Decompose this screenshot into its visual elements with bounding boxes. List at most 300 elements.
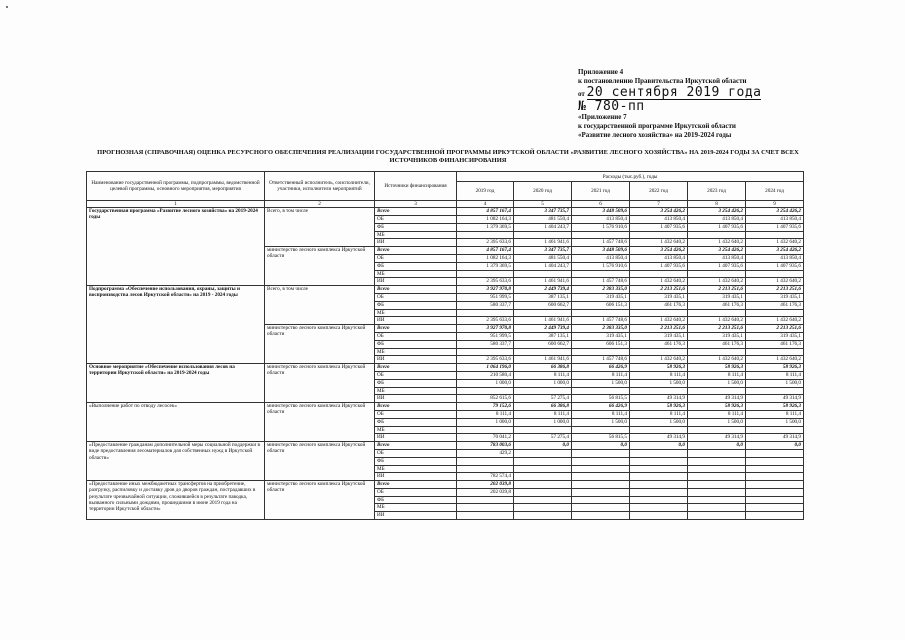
expense-value: 1 500,0 — [572, 418, 630, 426]
expense-value — [514, 473, 572, 481]
expense-value — [457, 309, 514, 317]
executor-cell: Всего, в том числе — [265, 286, 375, 325]
expense-value: 202 039,8 — [457, 488, 514, 496]
resolution-date: 20 сентября 2019 года — [586, 85, 762, 100]
expense-value: 2 395 633,6 — [457, 278, 514, 286]
expense-value: 8 111,4 — [514, 410, 572, 418]
expense-value — [630, 270, 688, 278]
table-row — [87, 403, 804, 411]
column-number: 2 — [265, 201, 375, 208]
funding-source: ФБ — [375, 457, 457, 465]
header-year: 2019 год — [457, 182, 514, 201]
expense-value — [688, 270, 746, 278]
funding-source: МБ — [375, 348, 457, 356]
appendix-header — [578, 68, 898, 140]
expense-value — [688, 473, 746, 481]
expense-value: 3 448 509,6 — [572, 247, 630, 255]
expense-value — [746, 270, 804, 278]
expense-value: 0,0 — [746, 442, 804, 450]
funding-source: МБ — [375, 231, 457, 239]
expense-value: 57 275,4 — [514, 395, 572, 403]
expense-value: 580 337,7 — [457, 340, 514, 348]
funding-source: Всего — [375, 208, 457, 216]
expense-value: 1 432 640,2 — [688, 356, 746, 364]
expense-value: 413 850,4 — [630, 216, 688, 224]
expense-value: 8 111,4 — [746, 371, 804, 379]
expense-value: 1 404 243,7 — [514, 262, 572, 270]
expense-value — [457, 426, 514, 434]
expense-value — [688, 309, 746, 317]
funding-source: ИИ — [375, 473, 457, 481]
table-row — [87, 364, 804, 372]
scan-speck — [6, 6, 8, 8]
expense-value — [514, 512, 572, 520]
table-row — [87, 286, 804, 294]
funding-source: МБ — [375, 426, 457, 434]
expense-value — [630, 426, 688, 434]
expense-value: 413 850,4 — [688, 216, 746, 224]
expense-value — [514, 348, 572, 356]
expense-value: 1 461 941,6 — [514, 317, 572, 325]
expense-value — [572, 481, 630, 489]
expense-value: 57 275,4 — [514, 434, 572, 442]
expense-value: 1 457 748,6 — [572, 356, 630, 364]
expense-value — [514, 465, 572, 473]
funding-table — [86, 171, 804, 520]
header-year: 2020 год — [514, 182, 572, 201]
funding-source: ФБ — [375, 496, 457, 504]
expense-value: 429,2 — [457, 449, 514, 457]
expense-value: 1 457 748,6 — [572, 239, 630, 247]
expense-value: 1 432 640,2 — [746, 356, 804, 364]
expense-value: 8 111,4 — [688, 371, 746, 379]
column-number: 1 — [87, 201, 265, 208]
table-row — [87, 481, 804, 489]
expense-value: 461 176,3 — [746, 301, 804, 309]
program-item-name: Государственная программа «Развитие лесного хозяйства» на 2019-2024 годы — [87, 208, 265, 286]
expense-value — [514, 270, 572, 278]
expense-value — [514, 481, 572, 489]
expense-value: 461 176,3 — [688, 340, 746, 348]
header-year: 2023 год — [688, 182, 746, 201]
expense-value: 413 850,4 — [688, 254, 746, 262]
column-number: 4 — [457, 201, 514, 208]
funding-table-wrap — [86, 171, 803, 520]
expense-value — [514, 488, 572, 496]
expense-value — [688, 496, 746, 504]
expense-value: 49 314,9 — [688, 395, 746, 403]
expense-value: 461 176,3 — [746, 340, 804, 348]
expense-value: 49 314,9 — [630, 395, 688, 403]
funding-source: ИИ — [375, 395, 457, 403]
expense-value — [630, 473, 688, 481]
expense-value — [746, 488, 804, 496]
resolution-reference: к постановлению Правительства Иркутской области — [578, 77, 747, 85]
expense-value: 3 254 426,2 — [746, 247, 804, 255]
expense-value: 461 176,3 — [630, 301, 688, 309]
expense-value — [688, 465, 746, 473]
expense-value: 1 457 748,6 — [572, 278, 630, 286]
expense-value: 3 448 509,6 — [572, 208, 630, 216]
funding-source: ФБ — [375, 379, 457, 387]
expense-value: 1 000,0 — [457, 418, 514, 426]
expense-value: 1 432 640,2 — [688, 278, 746, 286]
expense-value: 210 580,4 — [457, 371, 514, 379]
expense-value — [457, 231, 514, 239]
expense-value: 1 000,0 — [514, 379, 572, 387]
column-number: 5 — [514, 201, 572, 208]
expense-value: 49 314,9 — [688, 434, 746, 442]
expense-value: 2 449 739,4 — [514, 286, 572, 294]
expense-value: 8 111,4 — [630, 371, 688, 379]
expense-value: 2 213 251,6 — [746, 325, 804, 333]
expense-value: 319 435,1 — [746, 332, 804, 340]
funding-source: МБ — [375, 465, 457, 473]
expense-value: 600 662,7 — [514, 301, 572, 309]
expense-value: 1 500,0 — [688, 418, 746, 426]
document-title: ПРОГНОЗНАЯ (СПРАВОЧНАЯ) ОЦЕНКА РЕСУРСНОГО ОБЕСПЕЧЕНИЯ РЕАЛИЗАЦИИ ГОСУДАРСТВЕННОЙ ПРОГРАММЫ ИРКУТСКОЙ ОБЛАСТИ «РАЗВИТИЕ ЛЕСНОГО ХОЗЯЙСТВА» НА 2019-2024 ГОДЫ ЗА СЧЕТ ВСЕХ ИСТОЧНИКОВ ФИНАНСИРОВАНИЯ — [97, 149, 799, 164]
funding-source: ИИ — [375, 239, 457, 247]
funding-source: ИИ — [375, 317, 457, 325]
expense-value: 8 111,4 — [514, 371, 572, 379]
expense-value — [514, 449, 572, 457]
funding-source: Всего — [375, 364, 457, 372]
funding-source: МБ — [375, 387, 457, 395]
expense-value — [746, 387, 804, 395]
expense-value: 319 435,1 — [572, 293, 630, 301]
expense-value: 58 926,3 — [630, 403, 688, 411]
expense-value — [572, 512, 630, 520]
expense-value: 3 254 426,2 — [688, 247, 746, 255]
expense-value — [572, 449, 630, 457]
expense-value: 1 461 941,6 — [514, 239, 572, 247]
column-number: 3 — [375, 201, 457, 208]
expense-value: 319 435,1 — [746, 293, 804, 301]
expense-value: 2 449 739,4 — [514, 325, 572, 333]
expense-value: 1 500,0 — [572, 379, 630, 387]
funding-source: МБ — [375, 504, 457, 512]
expense-value — [746, 473, 804, 481]
expense-value: 1 404 243,7 — [514, 223, 572, 231]
expense-value — [457, 270, 514, 278]
expense-value: 2 213 251,6 — [688, 286, 746, 294]
expense-value: 1 500,0 — [746, 379, 804, 387]
expense-value — [746, 309, 804, 317]
expense-value — [746, 496, 804, 504]
expense-value: 1 407 935,6 — [746, 262, 804, 270]
expense-value: 2 213 251,6 — [688, 325, 746, 333]
funding-source: МБ — [375, 309, 457, 317]
expense-value — [457, 348, 514, 356]
column-number: 9 — [746, 201, 804, 208]
table-row — [87, 442, 804, 450]
expense-value: 1 000,0 — [514, 418, 572, 426]
expense-value: 2 213 251,6 — [746, 286, 804, 294]
funding-source: Всего — [375, 403, 457, 411]
executor-cell: Всего, в том числе — [265, 208, 375, 247]
expense-value: 461 176,3 — [630, 340, 688, 348]
expense-value — [572, 231, 630, 239]
expense-value — [514, 231, 572, 239]
expense-value: 8 111,4 — [572, 371, 630, 379]
expense-value: 1 432 640,2 — [630, 317, 688, 325]
expense-value: 481 550,4 — [514, 254, 572, 262]
expense-value: 49 314,9 — [630, 434, 688, 442]
expense-value — [688, 504, 746, 512]
expense-value: 481 550,4 — [514, 216, 572, 224]
funding-source: ФБ — [375, 262, 457, 270]
expense-value: 1 432 640,2 — [746, 278, 804, 286]
expense-value: 1 576 910,6 — [572, 262, 630, 270]
expense-value — [688, 449, 746, 457]
expense-value: 413 850,4 — [630, 254, 688, 262]
expense-value: 387 135,1 — [514, 293, 572, 301]
expense-value: 58 926,3 — [746, 364, 804, 372]
expense-value: 387 135,1 — [514, 332, 572, 340]
funding-source: ОБ — [375, 216, 457, 224]
expense-value — [688, 488, 746, 496]
executor-cell: министерство лесного комплекса Иркутской области — [265, 247, 375, 286]
expense-value: 8 111,4 — [630, 410, 688, 418]
expense-value — [572, 496, 630, 504]
expense-value: 3 254 426,2 — [688, 208, 746, 216]
expense-value: 0,0 — [688, 442, 746, 450]
header-source-column: Источники финансирования — [375, 172, 457, 201]
funding-source: ОБ — [375, 488, 457, 496]
executor-cell: министерство лесного комплекса Иркутской области — [265, 442, 375, 481]
column-number: 6 — [572, 201, 630, 208]
expense-value — [572, 387, 630, 395]
expense-value: 1 407 935,6 — [688, 223, 746, 231]
funding-source: ФБ — [375, 340, 457, 348]
expense-value — [630, 512, 688, 520]
funding-source: ИИ — [375, 434, 457, 442]
expense-value: 1 461 941,6 — [514, 278, 572, 286]
expense-value: 1 432 640,2 — [688, 317, 746, 325]
expense-value: 3 347 735,7 — [514, 208, 572, 216]
expense-value: 2 395 633,6 — [457, 356, 514, 364]
program-appendix: «Приложение 7 — [578, 113, 627, 121]
expense-value — [572, 309, 630, 317]
funding-source: ОБ — [375, 449, 457, 457]
header-year: 2021 год — [572, 182, 630, 201]
expense-value — [457, 457, 514, 465]
funding-source: ИИ — [375, 356, 457, 364]
expense-value — [514, 504, 572, 512]
executor-cell: министерство лесного комплекса Иркутской области — [265, 403, 375, 442]
expense-value — [630, 449, 688, 457]
expense-value — [746, 504, 804, 512]
expense-value: 66 426,9 — [572, 364, 630, 372]
expense-value: 49 314,9 — [746, 434, 804, 442]
expense-value: 1 407 935,6 — [746, 223, 804, 231]
header-executor-column: Ответственный исполнитель, соисполнители, участники, исполнители мероприятий — [265, 172, 375, 201]
expense-value: 8 111,4 — [572, 410, 630, 418]
funding-source: Всего — [375, 286, 457, 294]
expense-value: 1 432 640,2 — [630, 278, 688, 286]
expense-value: 782 574,4 — [457, 473, 514, 481]
executor-cell: министерство лесного комплекса Иркутской области — [265, 325, 375, 364]
header-expenses: Расходы (тыс.руб.), годы — [457, 172, 804, 182]
expense-value — [457, 496, 514, 504]
column-number: 7 — [630, 201, 688, 208]
expense-value — [572, 348, 630, 356]
expense-value: 1 500,0 — [630, 418, 688, 426]
expense-value: 1 500,0 — [630, 379, 688, 387]
expense-value: 461 176,3 — [688, 301, 746, 309]
expense-value: 8 111,4 — [688, 410, 746, 418]
expense-value: 3 254 426,2 — [746, 208, 804, 216]
expense-value: 0,0 — [630, 442, 688, 450]
expense-value: 8 111,4 — [457, 410, 514, 418]
expense-value: 58 926,3 — [746, 403, 804, 411]
program-item-name: Подпрограмма «Обеспечение использования, охраны, защиты и воспроизводства лесов Иркутской области» на 2019 - 2024 годы — [87, 286, 265, 364]
program-item-name: «Предоставление гражданам дополнительной меры социальной поддержки в виде предоставления лесоматериалов для собственных нужд в Иркутской области» — [87, 442, 265, 481]
program-item-name: «Предоставление иных межбюджетных трансфертов на приобретение, разгрузку, распиловку и доставку дров до дворов граждан, пострадавших в результате чрезвычайной ситуации, сложившейся в результате паводка, вызванного сильными дождями, прошедшими в июне 2019 года на территории Иркутской области» — [87, 481, 265, 520]
expense-value — [688, 387, 746, 395]
expense-value: 951 999,5 — [457, 293, 514, 301]
expense-value: 58 926,3 — [630, 364, 688, 372]
expense-value: 413 850,4 — [746, 216, 804, 224]
header-year: 2022 год — [630, 182, 688, 201]
funding-source: ИИ — [375, 278, 457, 286]
expense-value — [630, 488, 688, 496]
header-name-column: Наименование государственной программы, подпрограммы, ведомственной целевой программы, основного мероприятия, мероприятия — [87, 172, 265, 201]
expense-value — [630, 387, 688, 395]
expense-value: 2 395 633,6 — [457, 317, 514, 325]
expense-value: 580 337,7 — [457, 301, 514, 309]
expense-value — [572, 465, 630, 473]
appendix-number: Приложение 4 — [578, 68, 624, 76]
executor-cell: министерство лесного комплекса Иркутской области — [265, 364, 375, 403]
expense-value: 1 432 640,2 — [630, 239, 688, 247]
expense-value: 319 435,1 — [630, 293, 688, 301]
column-number: 8 — [688, 201, 746, 208]
expense-value: 56 815,5 — [572, 434, 630, 442]
funding-source: Всего — [375, 442, 457, 450]
expense-value — [630, 481, 688, 489]
expense-value — [514, 496, 572, 504]
expense-value: 319 435,1 — [688, 332, 746, 340]
expense-value: 1 432 640,2 — [688, 239, 746, 247]
funding-source: ИИ — [375, 512, 457, 520]
expense-value: 606 151,3 — [572, 301, 630, 309]
expense-value: 8 111,4 — [746, 410, 804, 418]
expense-value — [630, 309, 688, 317]
expense-value — [457, 504, 514, 512]
expense-value: 1 407 935,6 — [630, 262, 688, 270]
date-prefix: от — [578, 90, 585, 98]
expense-value: 1 457 748,6 — [572, 317, 630, 325]
expense-value: 1 082 164,3 — [457, 254, 514, 262]
expense-value: 49 314,9 — [746, 395, 804, 403]
header-year: 2024 год — [746, 182, 804, 201]
expense-value — [514, 309, 572, 317]
expense-value: 1 461 941,6 — [514, 356, 572, 364]
expense-value: 319 435,1 — [630, 332, 688, 340]
expense-value — [688, 426, 746, 434]
expense-value — [746, 512, 804, 520]
expense-value — [457, 512, 514, 520]
funding-source: Всего — [375, 247, 457, 255]
expense-value — [514, 426, 572, 434]
expense-value: 1 576 910,6 — [572, 223, 630, 231]
funding-source: МБ — [375, 270, 457, 278]
expense-value: 3 927 970,8 — [457, 325, 514, 333]
expense-value: 1 407 935,6 — [688, 262, 746, 270]
resolution-date-line — [578, 86, 898, 100]
expense-value: 1 064 196,0 — [457, 364, 514, 372]
funding-source: ОБ — [375, 293, 457, 301]
expense-value — [514, 387, 572, 395]
program-item-name: Основное мероприятие «Обеспечение использования лесов на территории Иркутской области» на 2019-2024 годы — [87, 364, 265, 403]
expense-value — [572, 473, 630, 481]
expense-value: 413 850,4 — [572, 254, 630, 262]
expense-value: 202 039,8 — [457, 481, 514, 489]
expense-value — [630, 504, 688, 512]
expense-value — [630, 465, 688, 473]
expense-value: 56 815,5 — [572, 395, 630, 403]
expense-value: 1 432 640,2 — [630, 356, 688, 364]
resolution-number: № 780-пп — [578, 99, 645, 114]
expense-value — [514, 457, 572, 465]
expense-value: 1 000,0 — [457, 379, 514, 387]
expense-value — [630, 231, 688, 239]
expense-value: 58 926,3 — [688, 403, 746, 411]
funding-source: ФБ — [375, 418, 457, 426]
expense-value — [572, 270, 630, 278]
funding-source: ФБ — [375, 301, 457, 309]
expense-value: 1 379 369,5 — [457, 262, 514, 270]
expense-value: 4 857 167,4 — [457, 208, 514, 216]
expense-value — [572, 488, 630, 496]
expense-value: 66 386,8 — [514, 364, 572, 372]
expense-value: 2 383 335,0 — [572, 286, 630, 294]
table-row — [87, 208, 804, 216]
expense-value: 2 383 335,0 — [572, 325, 630, 333]
expense-value: 66 386,8 — [514, 403, 572, 411]
expense-value — [630, 348, 688, 356]
expense-value: 0,0 — [514, 442, 572, 450]
expense-value — [746, 426, 804, 434]
expense-value: 606 151,3 — [572, 340, 630, 348]
expense-value — [688, 231, 746, 239]
expense-value: 1 432 640,2 — [746, 239, 804, 247]
expense-value: 1 500,0 — [688, 379, 746, 387]
funding-source: Всего — [375, 325, 457, 333]
expense-value: 70 041,2 — [457, 434, 514, 442]
expense-value: 3 347 735,7 — [514, 247, 572, 255]
expense-value — [746, 348, 804, 356]
expense-value: 79 152,6 — [457, 403, 514, 411]
expense-value: 1 500,0 — [746, 418, 804, 426]
expense-value: 413 850,4 — [572, 216, 630, 224]
expense-value — [746, 449, 804, 457]
expense-value: 319 435,1 — [572, 332, 630, 340]
expense-value: 2 395 633,6 — [457, 239, 514, 247]
expense-value — [457, 387, 514, 395]
expense-value — [572, 426, 630, 434]
expense-value: 1 407 935,6 — [630, 223, 688, 231]
expense-value: 600 662,7 — [514, 340, 572, 348]
expense-value — [457, 465, 514, 473]
expense-value: 783 003,6 — [457, 442, 514, 450]
expense-value: 951 999,5 — [457, 332, 514, 340]
expense-value — [630, 496, 688, 504]
expense-value: 4 857 167,4 — [457, 247, 514, 255]
funding-source: ОБ — [375, 332, 457, 340]
expense-value: 413 850,4 — [746, 254, 804, 262]
